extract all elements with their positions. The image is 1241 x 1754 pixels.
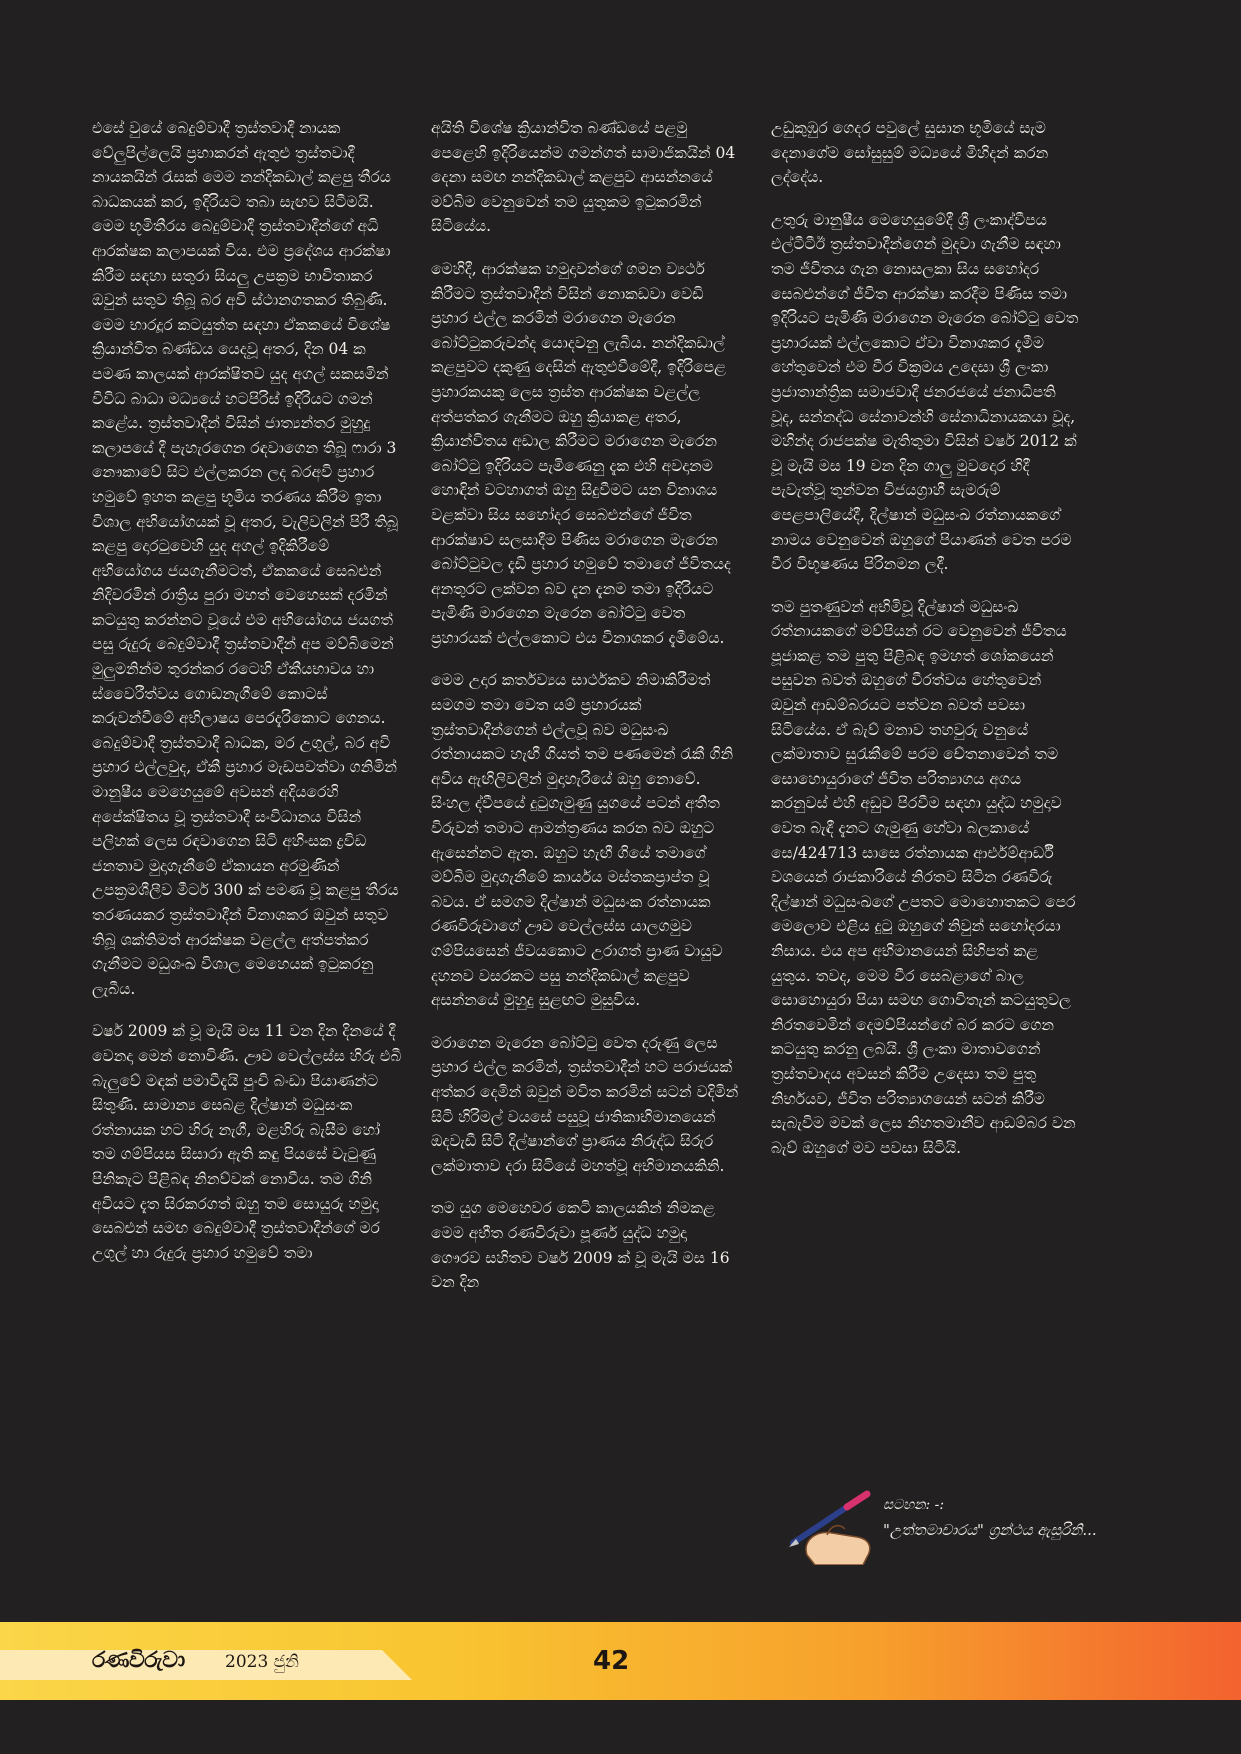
article-column-1: [92, 116, 402, 1283]
paragraph: තම පුතණුවන් අභිමිවූ දිල්ෂාන් මධුසංඛ රත්නායකගේ මව්පියන් රට වෙනුවෙන් ජීවිතය පූජාකළ තම පුතු පිළිබඳ ඉමහත් ශෝකයෙන් පසුවන බවත් ඔහුගේ වීරත්වය හේතුවෙන් ඔවුන් ආඩම්බරයට පත්වන බවත් පවසා සිටියේය. ඒ බැව් මනාව තහවුරු වනුයේ ලක්මාතාව සුරැකීමේ පරම චේතනාවෙන් තම සොහොයුරාගේ ජීවිත පරිත්‍යාගය අගය කරනුවස් එහි අඩුව පිරවීම සඳහා යුද්ධ හමුදාව වෙත බැඳී දැනට ගැමුණු හේවා බලකායේ සෙ/424713 සාසෙ රත්නායක ආර්එම්ආර්ඩී වශයෙන් රාජකාරියේ නිරතව සිටින රණවිරු දිල්ෂාන් මධුසංඛගේ උපතට මොහොතකට පෙර මෙලොව එළිය දුටු ඔහුගේ නිවුන් සහෝදරයා නිසාය. එය අප අභිමානයෙන් සිහිපත් කළ යුතුය. තවද, මෙම වීර සෙබළාගේ බාල සොහොයුරා පියා සමඟ ගොවිතැන් කටයුතුවල නිරතවෙමින් දෙමව්පියන්ගේ බර කරට ගෙන කටයුතු කරනු ලබයි. ශ්‍රී ලංකා මාතාවගෙන් ත්‍රස්තවාදය අවසන් කිරීම උදෙසා තම පුතු නිර්භයව, ජීවිත පරිත්‍යාගයෙන් සටන් කිරීම සැබැවිම මවක් ලෙස නිහතමානීව ආඩම්බර වන බැව් ඔහුගේ මව පවසා සිටියි.: [771, 597, 1076, 1157]
paragraph: මෙම උදාර කර්තව්‍යය සාර්ථකව නිමාකිරීමත් සමගම තමා වෙත යම් ප්‍රහාරයක් ත්‍රස්තවාදීන්ගෙන් එල්ලවූ බව මධුසංඛ රත්නායකට හැඟී ගියත් තම පණමෙන් රැකී ගිනි අවිය ඇඟිලිවලින් මුදාහැරියේ ඔහු නොවේ. සිංහල ද්වීපයේ දුටුගැමුණු යුගයේ පටන් අතීත විරුවන් තමාට ආමන්ත්‍රණය කරන බව ඔහුට ඇසෙන්නට ඇත. ඔහුට හැඟී ගියේ තමාගේ මව්බිම මුදාගැනීමේ කාර්යය මස්තකප්‍රාප්ත වූ බවය. ඒ සමගම දිල්ෂාන් මධුසංක රත්නායක රණවිරුවාගේ ඌව වෙල්ලස්ස යාලගමුව ගම්පියසෙන් ජීවයකොට උරාගත් ප්‍රාණ වායුව දහනව වසරකට පසු නන්දිකඩාල් කළපුව අසන්නයේ මුහුදු සුළඟට මුසුවිය.: [431, 671, 734, 1010]
hand-writing-pen-icon: [787, 1485, 877, 1565]
issue-date: 2023 ජුනි: [225, 1652, 299, 1672]
paragraph: උඩුකුඹුර ගෙදර පවුලේ සුසාන භූමියේ සැම දෙනාගේම සෝසුසුම් මධ්‍යයේ මිහිදන් කරන ලද්දේය.: [771, 119, 1049, 187]
paragraph: මරාගෙන මැරෙන බෝට්ටු වෙත දරුණු ලෙස ප්‍රහාර එල්ල කරමින්, ත්‍රස්තවාදීන් හට පරාජයක් අත්කර දෙමින් ඔවුන් මවිත කරමින් සටන් වදිමින් සිටි හිරිමල් වයසේ පසුවූ ජාතිකාභිමානයෙන් ඔදවැඩී සිටි දිල්ෂාන්ගේ ප්‍රාණය නිරුද්ධ සිරුර ලක්මාතාව දරා සිටියේ මහත්වූ අභිමානයකිනි.: [431, 1033, 739, 1175]
source-note: [787, 1485, 1117, 1565]
bottom-strip: [0, 1700, 1241, 1754]
paragraph: වර්ෂ 2009 ක් වූ මැයි මස 11 වන දින දිනයේ දී වෙනදා මෙන් නොවිණි. ඌව වෙල්ලස්ස හිරු එබී බැලුවේ මඳක් පමාවීදැයි පුංචි බංඩා පියාණන්ට සිතුණි. සාමාන්‍ය සෙබළ දිල්ෂාන් මධුසංක රත්නායක හට හිරු නැගී, මළහිරු බැසීම හෝ තම ගම්පියස සිසාරා ඇති කඳු පියසේ වැටුණු පිනිකැට පිළිබඳ නිනව්වක් නොවීය. තම ගිනි අවියට දැත සිරකරගත් ඔහු තම සොයුරු හමුදා සෙබළුන් සමඟ බෙදුම්වාදී ත්‍රස්තවාදීන්ගේ මර උගුල් හා රුදුරු ප්‍රහාර හමුවේ තමා: [92, 1022, 402, 1262]
article-column-2: [431, 116, 741, 1313]
magazine-title: රණවිරුවා: [92, 1648, 185, 1673]
paragraph: මෙහිදී, ආරක්ෂක හමුදාවන්ගේ ගමන ව්‍යර්ථ කිරීමට ත්‍රස්තවාදීන් විසින් නොකඩවා වෙඩි ප්‍රහාර එල්ල කරමින් මරාගෙන මැරෙන බෝට්ටුකරුවන්ද යොදවනු ලැබීය. නන්දිකඩාල් කළපුවට දකුණු දෙසින් ඇතුළුවීමේදී, ඉදිරිපෙළ ප්‍රහාරකයකු ලෙස ත්‍රස්ත ආරක්ෂක වළල්ල අත්පත්කර ගැනීමට ඔහු ක්‍රියාකළ අතර, ක්‍රියාන්විතය අඩාල කිරීමට මරාගෙන මැරෙන බෝට්ටු ඉදිරියට පැමිණෙනු දැක එහි අවදානම හොඳින් වටහාගත් ඔහු සිදුවීමට යන විනාශය වළක්වා සිය සහෝදර සෙබළුන්ගේ ජීවිත ආරක්ෂාව සලසාදීම පිණිස මරාගෙන මැරෙන බෝට්ටුවල දැඩි ප්‍රහාර හමුවේ තමාගේ ජීවිතයද අනතුරට ලක්වන බව දැන දැනම තමා ඉදිරියට පැමිණි මාරගෙන මැරෙන බෝට්ටු වෙත ප්‍රහාරයක් එල්ලකොට එය විනාශකර දැමීමේය.: [431, 259, 731, 647]
page-number: 42: [593, 1646, 630, 1676]
note-source: "උත්තමාචාරය" ග්‍රන්ථය ඇසුරිනි...: [883, 1521, 1097, 1539]
paragraph: අයිති විශේෂ ක්‍රියාන්විත බණ්ඩයේ පළමු පෙළෙහි ඉදිරියෙන්ම ගමන්ගත් සාමාජිකයින් 04 දෙනා සමඟ නන්දිකඩාල් කළපුව ආසන්නයේ මව්බිම වෙනුවෙන් තම යුතුකම ඉටුකරමින් සිටියේය.: [431, 119, 736, 236]
paragraph: එසේ වුයේ බෙදුම්වාදී ත්‍රස්තවාදී නායක වේලුපිල්ලෙයි ප්‍රභාකරන් ඇතුළු ත්‍රස්තවාදී නායකයින් රැසක් මෙම නන්දිකඩාල් කළපු තීරය බාධකයක් කර, ඉදිරියට තබා සැඟව සිටීමයි. මෙම භූමිතීරය බෙදුම්වාදී ත්‍රස්තවාදීන්ගේ අධි ආරක්ෂක කලාපයක් විය. එම ප්‍රදේශය ආරක්ෂා කිරීම සඳහා සතුරා සියලු උපක්‍රම භාවිතාකර ඔවුන් සතුව තිබූ බර අවි ස්ථානගතකර තිබුණි. මෙම භාරදූර කටයුත්ත සඳහා ඒකකයේ විශේෂ ක්‍රියාන්විත බණ්ඩය යෙදවූ අතර, දින 04 ක පමණ කාලයක් ආරක්ෂිතව යුද අගල් සකසමින් විවිධ බාධා මධ්‍යයේ හටපිරිස් ඉදිරියට ගමන් කළේය. ත්‍රස්තවාදීන් විසින් ජාත්‍යන්තර මුහුදු කලාපයේ දී පැහැරගෙන රඳවාගෙන තිබූ ෆාරා 3 නෞකාවේ සිට එල්ලකරන ලද බරඅවි ප්‍රහාර හමුවේ ඉහත කළපු භූමිය තරණය කිරීම ඉතා විශාල අභියෝගයක් වූ අතර, වැලිවලින් පිරී තිබූ කළපු දොරටුවෙහි යුද අගල් ඉදිකිරීමේ අභියෝගය ජයගැනීමටත්, ඒකකයේ සෙබළුන් නිදිවරමින් රාත්‍රිය පුරා මහත් වෙහෙසක් දරමින් කටයුතු කරන්නට වූයේ එම අභියෝගය ජයගත් පසු රුදුරු බෙදුම්වාදී ත්‍රස්තවාදීන් අප මව්බිමෙන් මුලුමනින්ම තුරන්කර රටෙහි ඒකීයභාවය හා ස්වෛරීත්වය ගොඩනැගීමේ කොටස් කරුවන්වීමේ අභිලාෂය පෙරදැරිකොට ගෙනය. බෙදුම්වාදී ත්‍රස්තවාදී බාධක, මර උගුල්, බර අවි ප්‍රහාර එල්ලවුද, ඒකී ප්‍රහාර මැඩපවත්වා ගනිමින් මානුෂීය මෙහෙයුමේ අවසන් අදියරෙහි අපේක්ෂිතය වූ ත්‍රස්තවාදී සංවිධානය විසින් පලිහක් ලෙස රඳවාගෙන සිටි අහිංසක ද්‍රවිඩ ජනතාව මුදාගැනීමේ ඒකායන අරමුණින් උපක්‍රමශීලීව මීටර් 300 ක් පමණ වූ කළපු තීරය තරණයකර ත්‍රස්තවාදීන් විනාශකර ඔවුන් සතුව තිබූ ශක්තිමත් ආරක්ෂක වළල්ල අත්පත්කර ගැනීමට මධුශංඛ විශාල මෙහෙයක් ඉටුකරනු ලැබීය.: [92, 119, 399, 998]
page-footer: [0, 1622, 1241, 1700]
note-label: සටහන: -:: [883, 1497, 945, 1513]
article-column-3: [771, 116, 1081, 1178]
footer-tab: [0, 1650, 412, 1680]
paragraph: උතුරු මානුෂීය මෙහෙයුමේදී ශ්‍රී ලංකාද්වීපය එල්ටීටීඊ ත්‍රස්තවාදීන්ගෙන් මුදවා ගැනීම සඳහා තම ජීවිතය ගැන නොසලකා සිය සහෝදර සෙබළුන්ගේ ජීවිත ආරක්ෂා කරදීම පිණිස තමා ඉදිරියට පැමිණි මරාගෙන මැරෙන බෝට්ටු වෙත ප්‍රහාරයක් එල්ලකොට ඒවා විනාශකර දැමීම හේතුවෙන් එම වීර වික්‍රමය උදෙසා ශ්‍රී ලංකා ප්‍රජාතාන්ත්‍රික සමාජවාදී ජනරජයේ ජනාධිපති වූද, සන්නද්ධ සේනාවන්හි සේනාධිනායකයා වූද, මහින්ද රාජපක්ෂ මැතිතුමා විසින් වර්ෂ 2012 ක් වූ මැයි මස 19 වන දින ගාලු මුවදොර හිදී පැවැත්වූ තුන්වන විජයග්‍රාහී සැමරුම් පෙළපාලියේදී, දිල්ෂාන් මධුසංඛ රත්නායකගේ නාමය වෙනුවෙන් ඔහුගේ පියාණන් වෙත පරම වීර විභූෂණය පිරිනමන ලදී.: [771, 210, 1079, 574]
paragraph: තම යුග මෙහෙවර කෙටි කාලයකින් නිමකළ මෙම අභීත රණවිරුවා පූර්ණ යුද්ධ හමුදා ගෞරව සහිතව වර්ෂ 2009 ක් වූ මැයි මස 16 වන දින: [431, 1199, 730, 1292]
